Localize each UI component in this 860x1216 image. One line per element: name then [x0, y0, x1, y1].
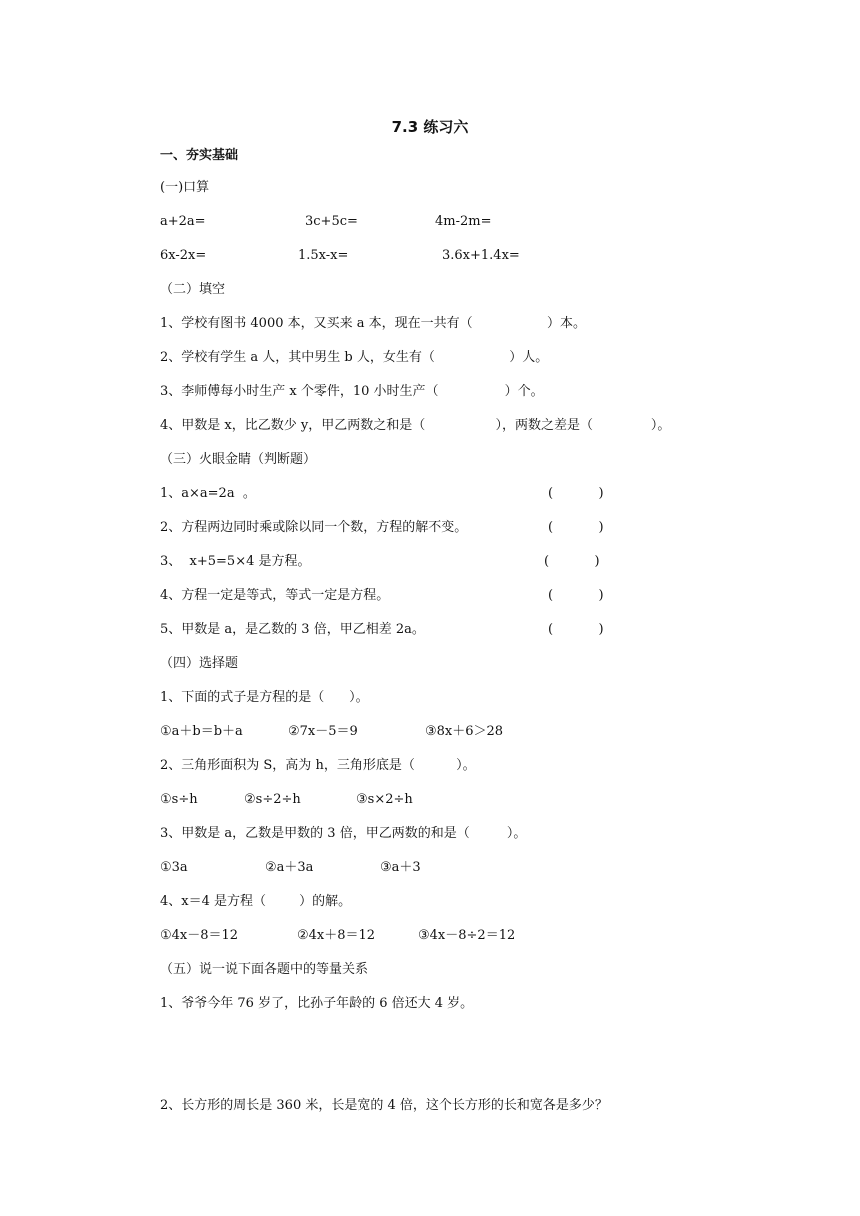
true-false-question: 2、方程两边同时乘或除以同一个数，方程的解不变。	[160, 520, 468, 535]
choice-question: 4、x＝4 是方程（ ）的解。	[160, 894, 352, 909]
choice-option: ②s÷2÷h	[244, 792, 301, 807]
word-problem: 1、爷爷今年 76 岁了，比孙子年龄的 6 倍还大 4 岁。	[160, 996, 474, 1011]
mental-math-item: 6x-2x=	[160, 248, 207, 263]
page-title: 7.3 练习六	[391, 118, 469, 136]
section-heading: 一、夯实基础	[160, 148, 239, 163]
true-false-question: 5、甲数是 a，是乙数的 3 倍，甲乙相差 2a。	[160, 622, 425, 637]
true-false-question: 3、 x+5=5×4 是方程。	[160, 554, 311, 569]
choice-option: ①s÷h	[160, 792, 198, 807]
fill-blank-question: 2、学校有学生 a 人，其中男生 b 人，女生有（ ）人。	[160, 350, 549, 365]
choice-option: ③a＋3	[380, 860, 421, 875]
choice-option: ②4x＋8＝12	[297, 928, 376, 943]
choice-option: ③s×2÷h	[356, 792, 413, 807]
choice-question: 1、下面的式子是方程的是（ ）。	[160, 690, 369, 705]
choice-option: ①4x－8＝12	[160, 928, 239, 943]
answer-bracket: ( )	[548, 520, 604, 535]
mental-math-item: 4m-2m=	[435, 214, 492, 229]
part2-heading: （二）填空	[160, 282, 226, 297]
true-false-question: 4、方程一定是等式，等式一定是方程。	[160, 588, 390, 603]
fill-blank-question: 4、甲数是 x，比乙数少 y，甲乙两数之和是（ ），两数之差是（ ）。	[160, 418, 671, 433]
choice-option: ①a＋b＝b＋a	[160, 724, 243, 739]
mental-math-item: 3c+5c=	[305, 214, 358, 229]
choice-option: ②7x－5＝9	[288, 724, 358, 739]
choice-option: ②a＋3a	[265, 860, 314, 875]
mental-math-item: a+2a=	[160, 214, 206, 229]
mental-math-item: 1.5x-x=	[298, 248, 349, 263]
true-false-question: 1、a×a=2a 。	[160, 486, 256, 501]
choice-question: 3、甲数是 a，乙数是甲数的 3 倍，甲乙两数的和是（ ）。	[160, 826, 527, 841]
choice-option: ③4x－8÷2＝12	[418, 928, 516, 943]
answer-bracket: ( )	[544, 554, 600, 569]
fill-blank-question: 1、学校有图书 4000 本，又买来 a 本，现在一共有（ ）本。	[160, 316, 587, 331]
part4-heading: （四）选择题	[160, 656, 239, 671]
part3-heading: （三）火眼金睛（判断题）	[160, 452, 317, 467]
answer-bracket: ( )	[548, 486, 604, 501]
choice-option: ③8x＋6＞28	[425, 724, 504, 739]
word-problem: 2、长方形的周长是 360 米，长是宽的 4 倍，这个长方形的长和宽各是多少？	[160, 1098, 608, 1113]
answer-bracket: ( )	[548, 588, 604, 603]
fill-blank-question: 3、李师傅每小时生产 x 个零件，10 小时生产（ ）个。	[160, 384, 544, 399]
part5-heading: （五）说一说下面各题中的等量关系	[160, 962, 369, 977]
answer-bracket: ( )	[548, 622, 604, 637]
part1-heading: (一)口算	[160, 180, 210, 195]
choice-option: ①3a	[160, 860, 188, 875]
choice-question: 2、三角形面积为 S，高为 h，三角形底是（ ）。	[160, 758, 476, 773]
mental-math-item: 3.6x+1.4x=	[442, 248, 520, 263]
